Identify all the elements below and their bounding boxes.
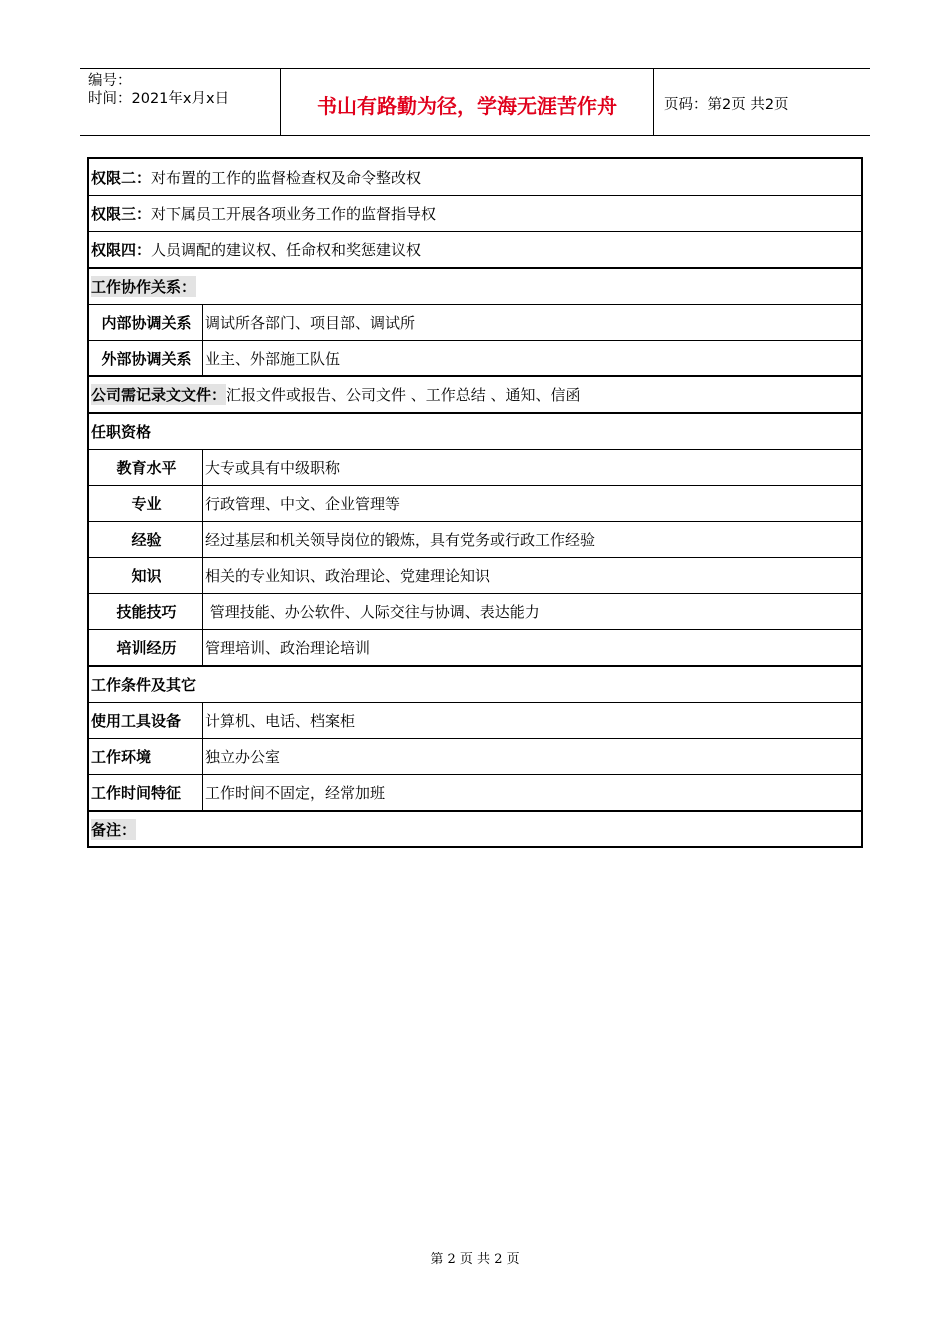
- remarks-label: 备注：: [91, 820, 137, 839]
- qualification-row: [89, 630, 861, 665]
- qualification-label: 技能技巧: [116, 603, 177, 621]
- qualification-value: 经过基层和机关领导岗位的锻炼，具有党务或行政工作经验: [205, 531, 596, 549]
- page-header: [80, 68, 870, 136]
- qualification-value: 行政管理、中文、企业管理等: [205, 495, 401, 513]
- authority-label: 权限二：: [91, 168, 152, 187]
- qualification-value: 相关的专业知识、政治理论、党建理论知识: [205, 567, 491, 585]
- records-label: 公司需记录文文件：: [91, 386, 227, 404]
- condition-value: 工作时间不固定，经常加班: [205, 784, 386, 802]
- internal-coordination-label: 内部协调关系: [101, 314, 192, 332]
- authority-row: [89, 232, 861, 267]
- remarks-row: [89, 812, 861, 846]
- qualification-row: [89, 522, 861, 557]
- condition-value: 计算机、电话、档案柜: [205, 712, 356, 730]
- qualification-value: 管理培训、政治理论培训: [205, 639, 371, 657]
- authority-text: 人员调配的建议权、任命权和奖惩建议权: [151, 241, 422, 259]
- authority-row: [89, 196, 861, 231]
- header-meta: [80, 69, 281, 135]
- qualification-row: [89, 450, 861, 485]
- header-motto: 书山有路勤为径，学海无涯苦作舟: [281, 69, 654, 135]
- qualifications-title: 任职资格: [91, 423, 152, 441]
- records-value: 汇报文件或报告、公司文件 、工作总结 、通知、信函: [226, 386, 581, 404]
- qualification-row: [89, 558, 861, 593]
- qualification-row: [89, 486, 861, 521]
- qualification-row: [89, 594, 861, 629]
- external-coordination-row: [89, 341, 861, 375]
- condition-row: [89, 739, 861, 774]
- internal-coordination-value: 调试所各部门、项目部、调试所: [205, 314, 416, 332]
- qualifications-title-row: [89, 414, 861, 449]
- cooperation-title: 工作协作关系：: [91, 278, 197, 296]
- document-number-label: 编号：: [88, 73, 132, 89]
- authority-label: 权限四：: [91, 241, 152, 259]
- qualification-label: 培训经历: [116, 639, 177, 657]
- conditions-title: 工作条件及其它: [91, 676, 197, 694]
- cooperation-title-row: [89, 269, 861, 304]
- condition-row: [89, 775, 861, 810]
- condition-value: 独立办公室: [205, 748, 281, 766]
- external-coordination-value: 业主、外部施工队伍: [205, 349, 341, 368]
- authority-row: [89, 159, 861, 195]
- condition-label: 使用工具设备: [91, 712, 182, 730]
- header-page-info: 页码：第2页 共2页: [664, 96, 789, 113]
- qualification-label: 专业: [131, 495, 162, 513]
- authority-label: 权限三：: [91, 205, 152, 223]
- job-description-table: [87, 157, 863, 848]
- external-coordination-label: 外部协调关系: [101, 349, 192, 368]
- conditions-title-row: [89, 667, 861, 702]
- page-footer: 第 2 页 共 2 页: [430, 1252, 520, 1267]
- qualification-value: 大专或具有中级职称: [205, 459, 341, 477]
- qualification-label: 知识: [131, 567, 162, 585]
- condition-label: 工作环境: [91, 748, 152, 766]
- condition-row: [89, 703, 861, 738]
- records-row: [89, 377, 861, 412]
- condition-label: 工作时间特征: [91, 784, 182, 802]
- document-time-label: 时间：2021年x月x日: [88, 91, 230, 107]
- authority-text: 对下属员工开展各项业务工作的监督指导权: [151, 205, 437, 223]
- qualification-label: 经验: [131, 531, 162, 549]
- authority-text: 对布置的工作的监督检查权及命令整改权: [151, 168, 422, 187]
- internal-coordination-row: [89, 305, 861, 340]
- qualification-label: 教育水平: [116, 459, 177, 477]
- qualification-value: 管理技能、办公软件、人际交往与协调、表达能力: [205, 603, 540, 621]
